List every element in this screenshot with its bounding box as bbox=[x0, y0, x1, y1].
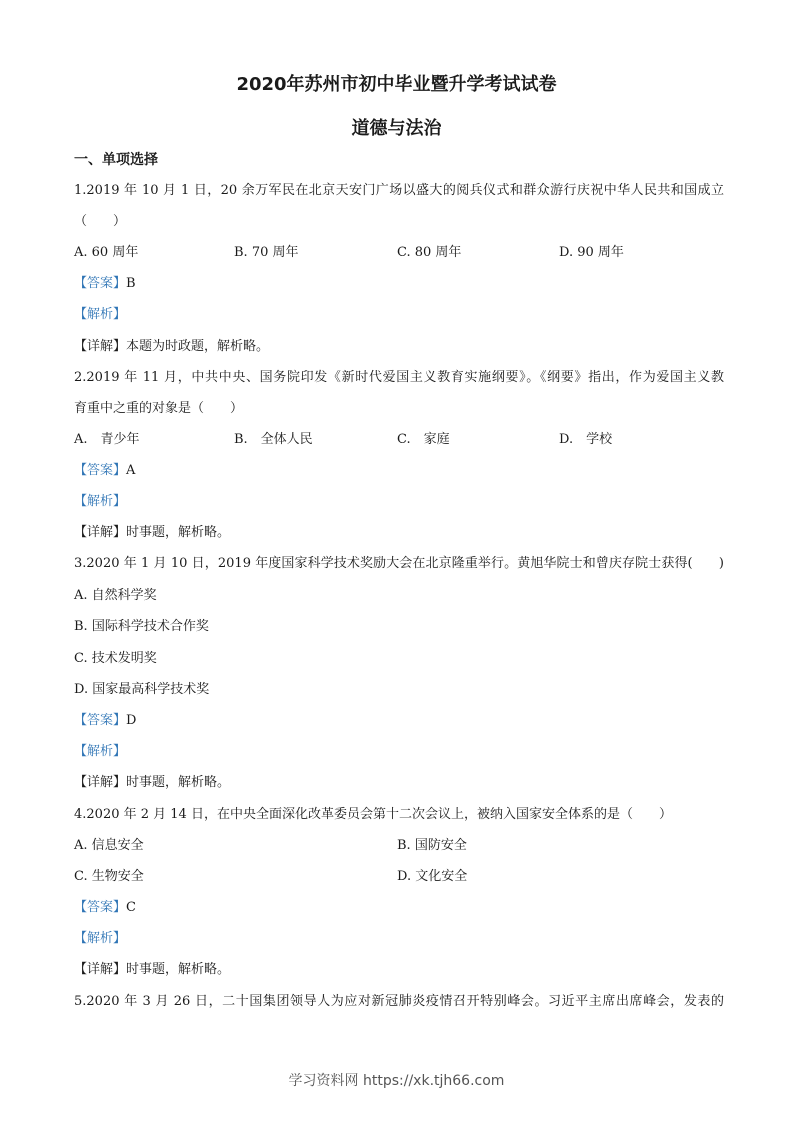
question-3-option-a: A. 自然科学奖 bbox=[74, 588, 157, 603]
detail-tag: 【详解】 bbox=[74, 962, 127, 977]
answer-value: C bbox=[126, 900, 136, 915]
footer-watermark: 学习资料网 https://xk.tjh66.com bbox=[288, 1073, 505, 1089]
detail-tag: 【详解】 bbox=[74, 775, 127, 790]
question-4-answer bbox=[74, 899, 136, 917]
answer-value: D bbox=[126, 713, 137, 728]
question-2-answer bbox=[74, 462, 135, 480]
question-1-detail bbox=[74, 338, 269, 356]
question-3-option-b: B. 国际科学技术合作奖 bbox=[74, 619, 209, 634]
question-3-answer bbox=[74, 712, 136, 730]
question-1-option-a: A. 60 周年 bbox=[74, 245, 139, 260]
question-4-text: 4.2020 年 2 月 14 日，在中央全面深化改革委员会第十二次会议上，被纳入国家安全体系的是（ ） bbox=[74, 807, 672, 822]
question-1-analysis-tag: 【解析】 bbox=[74, 307, 127, 322]
detail-text: 时事题，解析略。 bbox=[126, 962, 231, 977]
page-subtitle: 道德与法治 bbox=[351, 118, 442, 139]
question-2-option-b: B. 全体人民 bbox=[234, 432, 313, 447]
answer-value: A bbox=[126, 463, 136, 478]
detail-tag: 【详解】 bbox=[74, 525, 127, 540]
detail-tag: 【详解】 bbox=[74, 339, 127, 354]
answer-tag: 【答案】 bbox=[74, 900, 127, 915]
question-3-analysis-tag: 【解析】 bbox=[74, 744, 127, 759]
question-4-option-c: C. 生物安全 bbox=[74, 869, 144, 884]
question-1-blank: （ ） bbox=[74, 214, 127, 229]
question-4-option-b: B. 国防安全 bbox=[397, 838, 467, 853]
question-2-text-cont: 育重中之重的对象是（ ） bbox=[74, 401, 244, 416]
page-title: 2020年苏州市初中毕业暨升学考试试卷 bbox=[236, 74, 557, 95]
question-2-detail bbox=[74, 524, 230, 542]
question-2-text: 2.2019 年 11 月，中共中央、国务院印发《新时代爱国主义教育实施纲要》。《纲要》指出，作为爱国主义教 bbox=[74, 370, 724, 385]
question-4-analysis-tag: 【解析】 bbox=[74, 931, 127, 946]
question-2-option-a: A. 青少年 bbox=[74, 432, 140, 447]
detail-text: 时事题，解析略。 bbox=[126, 525, 231, 540]
detail-text: 本题为时政题，解析略。 bbox=[126, 339, 270, 354]
question-4-option-d: D. 文化安全 bbox=[397, 869, 468, 884]
answer-tag: 【答案】 bbox=[74, 463, 127, 478]
answer-tag: 【答案】 bbox=[74, 276, 127, 291]
question-1-option-d: D. 90 周年 bbox=[559, 245, 624, 260]
question-1-option-c: C. 80 周年 bbox=[397, 245, 462, 260]
question-1-answer bbox=[74, 275, 136, 293]
question-3-option-d: D. 国家最高科学技术奖 bbox=[74, 682, 210, 697]
question-1-option-b: B. 70 周年 bbox=[234, 245, 299, 260]
question-2-option-c: C. 家庭 bbox=[397, 432, 450, 447]
question-1-text: 1.2019 年 10 月 1 日，20 余万军民在北京天安门广场以盛大的阅兵仪式和群众游行庆祝中华人民共和国成立 bbox=[74, 183, 724, 198]
question-3-text: 3.2020 年 1 月 10 日，2019 年度国家科学技术奖励大会在北京隆重举行。黄旭华院士和曾庆存院士获得( ) bbox=[74, 556, 724, 571]
answer-tag: 【答案】 bbox=[74, 713, 127, 728]
answer-value: B bbox=[126, 276, 136, 291]
question-4-detail bbox=[74, 961, 230, 979]
question-4-option-a: A. 信息安全 bbox=[74, 838, 144, 853]
question-3-detail bbox=[74, 774, 230, 792]
detail-text: 时事题，解析略。 bbox=[126, 775, 231, 790]
question-3-option-c: C. 技术发明奖 bbox=[74, 651, 157, 666]
section-heading: 一、单项选择 bbox=[74, 152, 158, 168]
question-2-analysis-tag: 【解析】 bbox=[74, 494, 127, 509]
question-2-option-d: D. 学校 bbox=[559, 432, 613, 447]
question-5-text: 5.2020 年 3 月 26 日，二十国集团领导人为应对新冠肺炎疫情召开特别峰会。习近平主席出席峰会，发表的 bbox=[74, 994, 724, 1009]
